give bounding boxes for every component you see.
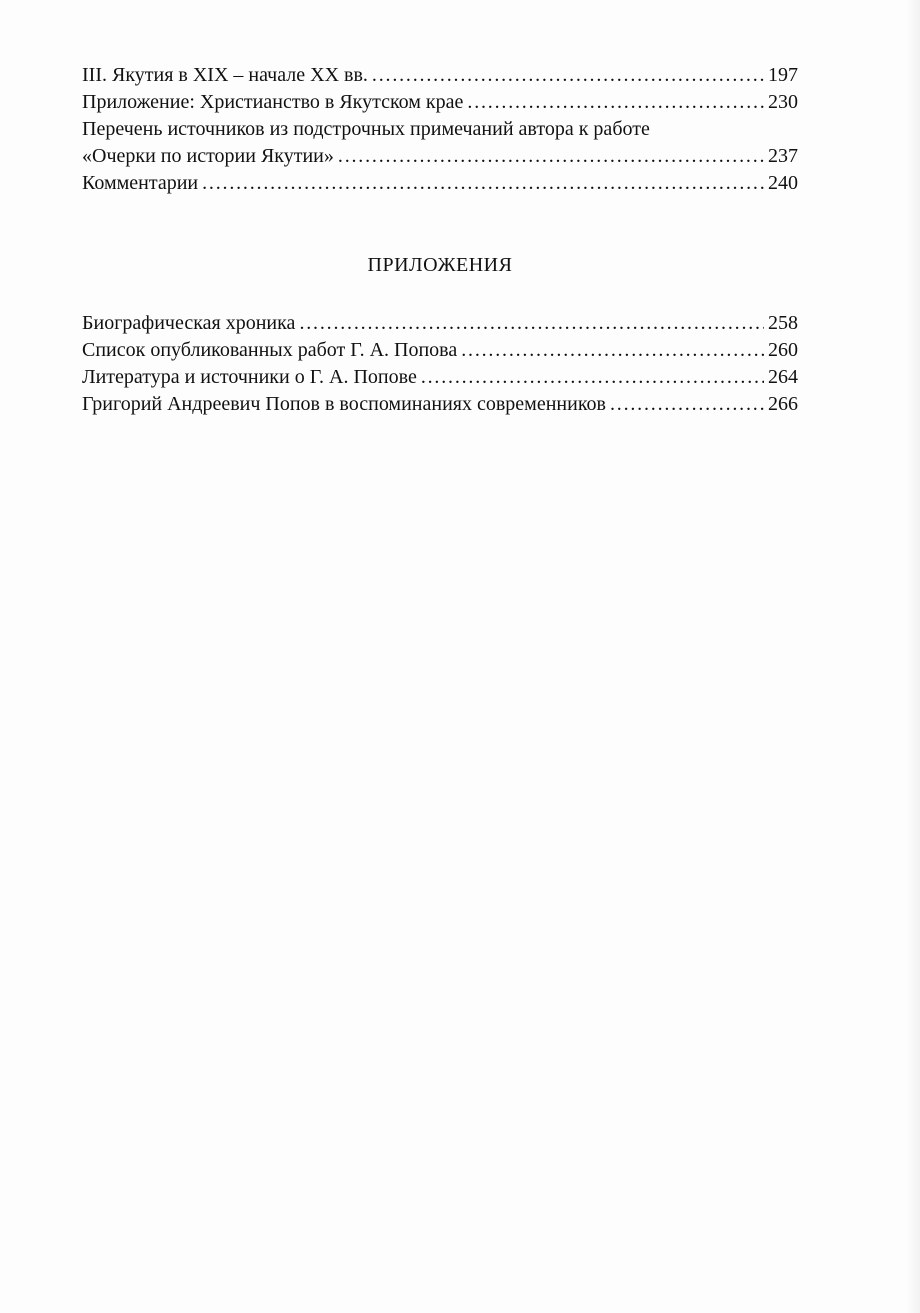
toc-entry	[82, 391, 798, 418]
dot-leader	[610, 391, 764, 418]
dot-leader	[338, 143, 764, 170]
toc-entry-title-line2: «Очерки по истории Якутии»	[82, 145, 334, 167]
toc-entry-page: 230	[768, 91, 798, 113]
toc-entry-page: 237	[768, 145, 798, 167]
toc-entry	[82, 310, 798, 337]
toc-entry-title: Литература и источники о Г. А. Попове	[82, 366, 417, 388]
toc-entry-page: 260	[768, 339, 798, 361]
appendix-contents	[82, 310, 798, 418]
dot-leader	[299, 310, 764, 337]
toc-entry-title: Список опубликованных работ Г. А. Попова	[82, 339, 458, 361]
table-of-contents	[82, 62, 798, 197]
toc-entry-title-line1: Перечень источников из подстрочных примечаний автора к работе	[82, 118, 650, 140]
toc-entry-page: 197	[768, 64, 798, 86]
toc-entry-title: Биографическая хроника	[82, 312, 296, 334]
dot-leader	[467, 89, 764, 116]
section-heading: ПРИЛОЖЕНИЯ	[367, 254, 513, 276]
toc-entry-page: 240	[768, 172, 798, 194]
toc-entry	[82, 143, 798, 170]
toc-entry-title: Комментарии	[82, 172, 199, 194]
toc-entry	[82, 364, 798, 391]
toc-entry-page: 258	[768, 312, 798, 334]
dot-leader	[421, 364, 764, 391]
page-edge-shadow	[906, 0, 920, 1313]
dot-leader	[461, 337, 764, 364]
dot-leader	[372, 62, 764, 89]
toc-entry	[82, 337, 798, 364]
toc-entry	[82, 170, 798, 197]
toc-entry-page: 264	[768, 366, 798, 388]
dot-leader	[202, 170, 764, 197]
toc-entry-title: III. Якутия в XIX – начале XX вв.	[82, 64, 368, 86]
toc-entry	[82, 89, 798, 116]
toc-entry	[82, 62, 798, 89]
toc-entry-title: Григорий Андреевич Попов в воспоминаниях современников	[82, 393, 606, 415]
toc-entry-title: Приложение: Христианство в Якутском крае	[82, 91, 464, 113]
toc-entry-page: 266	[768, 393, 798, 415]
